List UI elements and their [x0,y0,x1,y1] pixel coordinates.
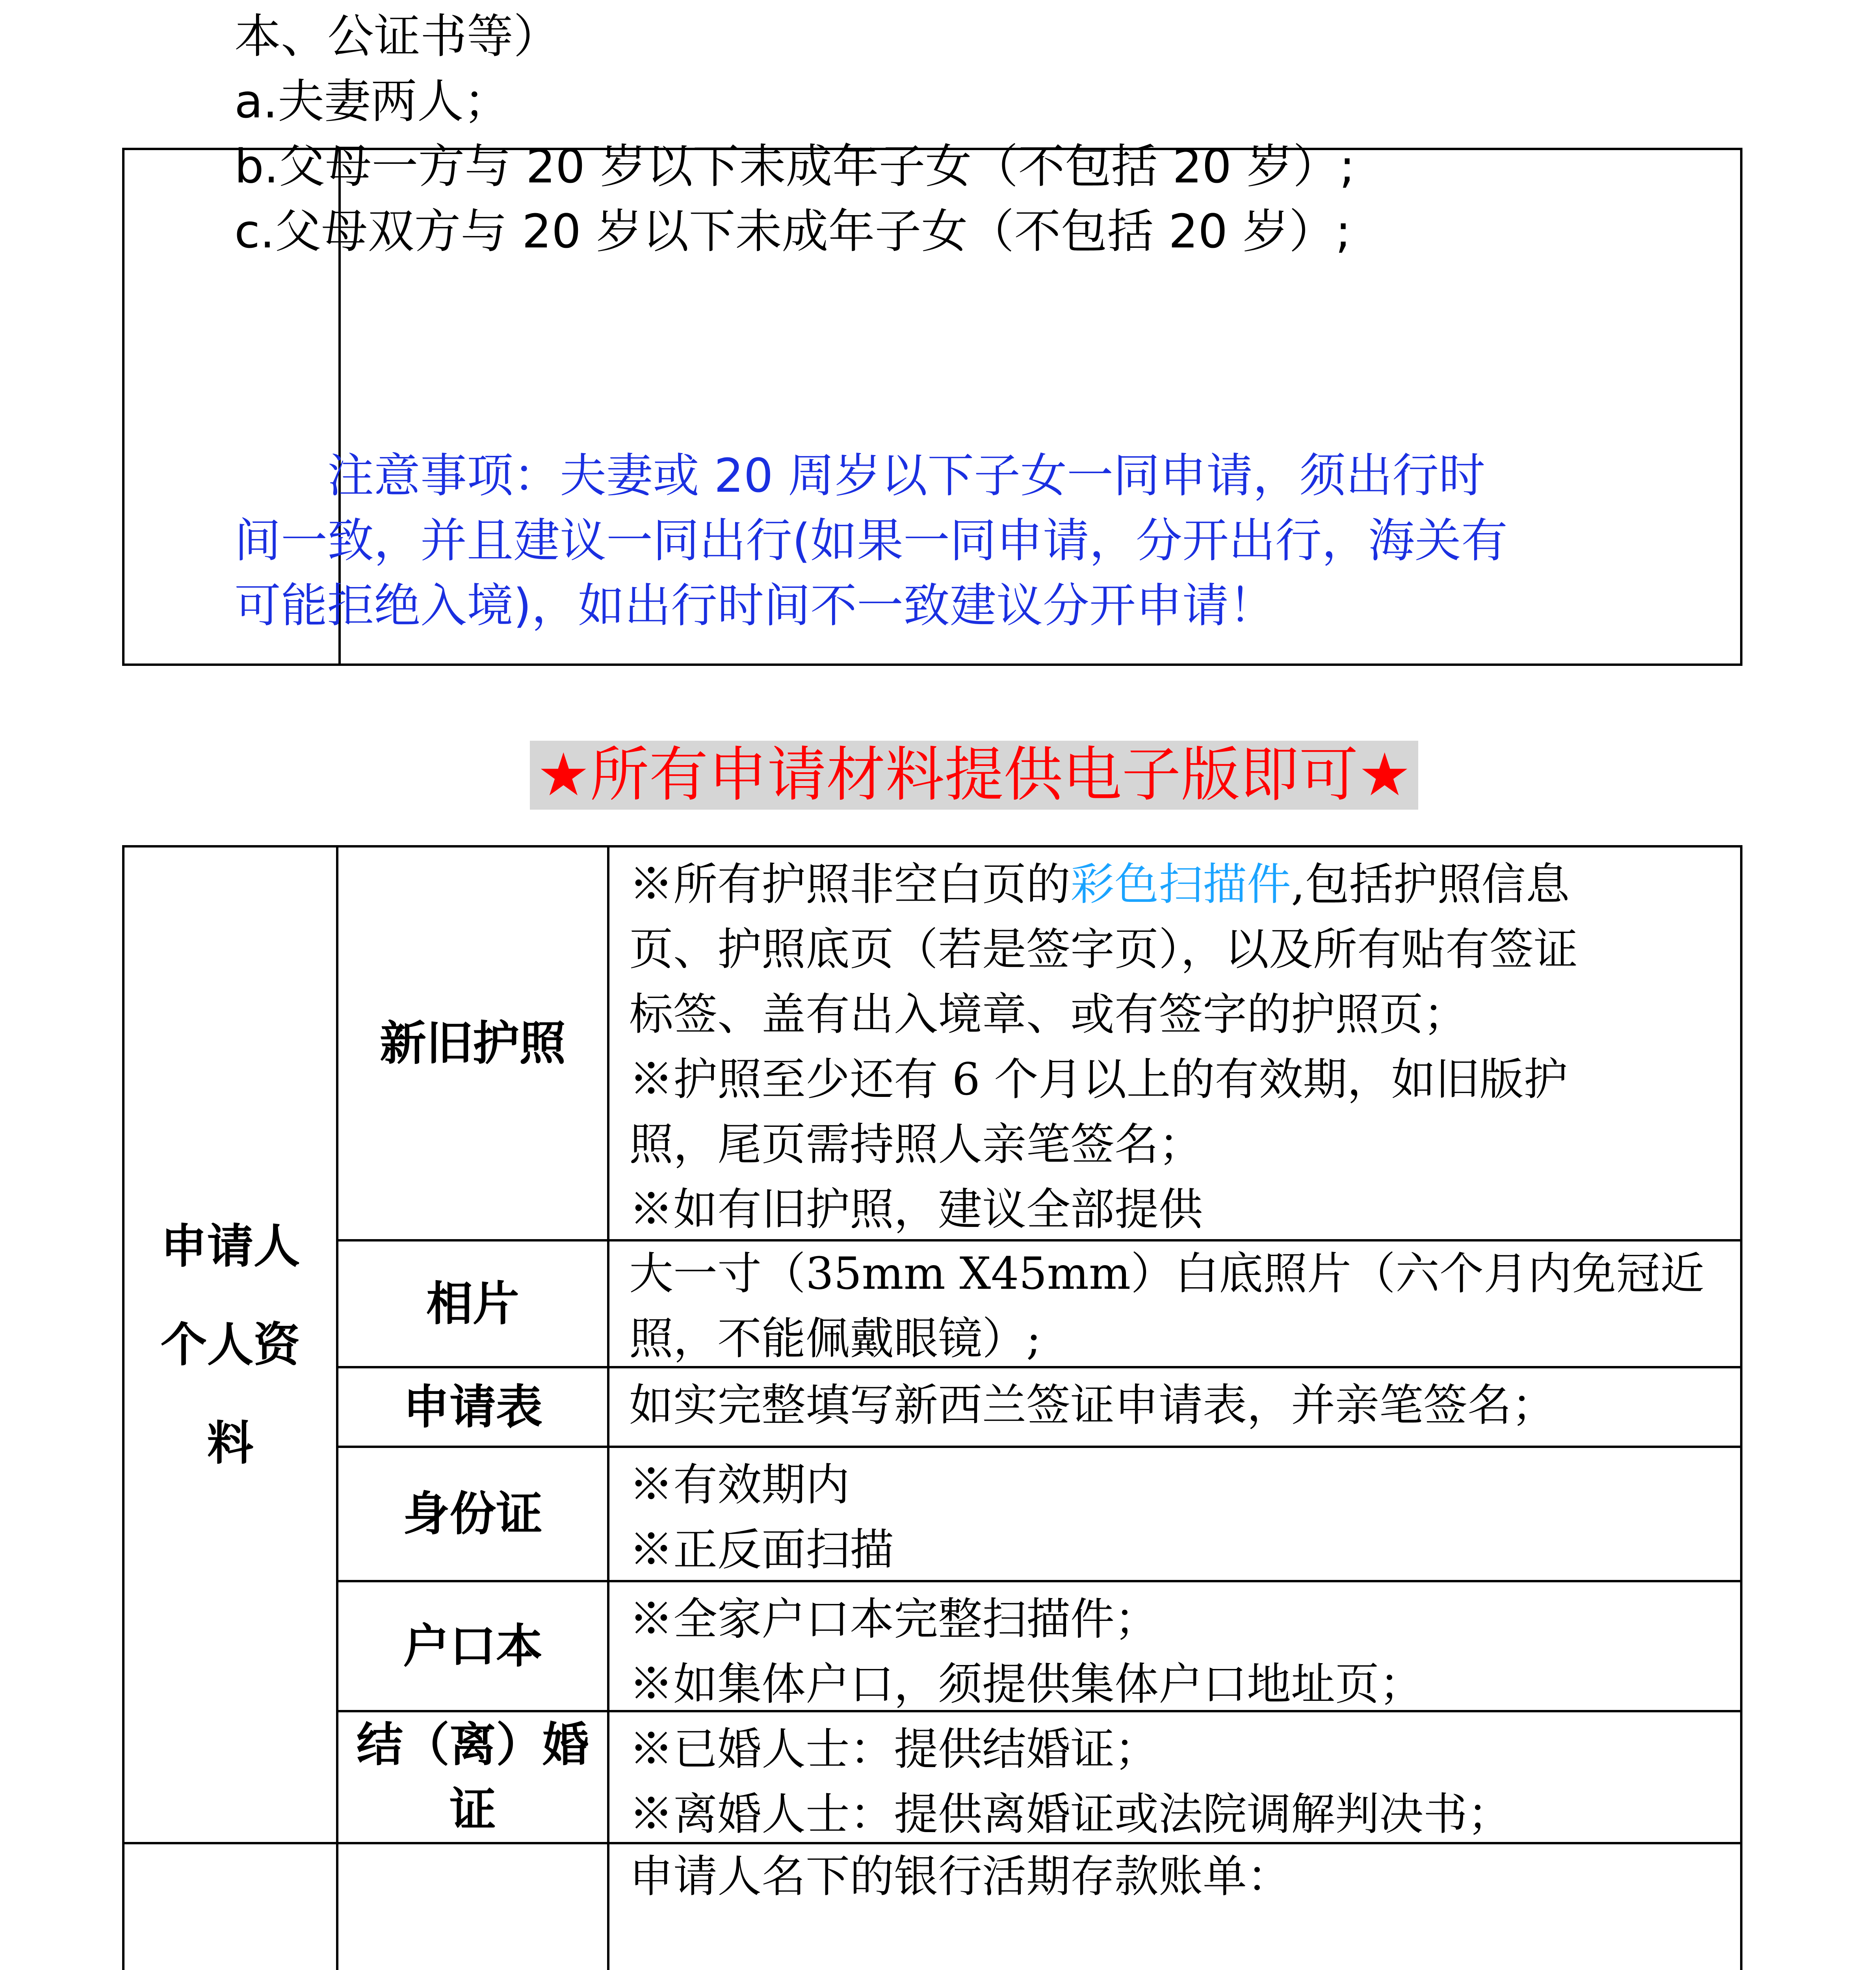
text-line: c.父母双方与 20 岁以下未成年子女（不包括 20 岁）; [234,204,1351,258]
attention-note [234,443,1508,638]
blank-line [629,1909,1740,1970]
desc-line: ※护照至少还有 6 个月以上的有效期，如旧版护 [629,1054,1568,1105]
passport-label [338,847,607,1239]
desc-line: ※全家户口本完整扫描件； [629,1594,1159,1645]
row-label: 新旧护照 [379,1016,566,1070]
household-register-requirements [609,1582,1740,1710]
text-line: a.夫妻两人； [234,74,510,128]
photo-label [338,1241,607,1366]
row-label: 相片 [426,1276,519,1331]
passport-requirements [609,847,1740,1239]
personal-docs-group-label [124,847,336,1842]
electronic-copy-banner: ★所有申请材料提供电子版即可★ [530,741,1418,810]
applicant-relations-text [234,4,1355,264]
row-label-line: 证 [449,1782,496,1837]
table-border-right [1740,845,1742,1970]
note-line: 可能拒绝入境)，如出行时间不一致建议分开申请！ [234,578,1276,633]
desc-line: ※如有旧护照，建议全部提供 [629,1184,1203,1235]
id-card-requirements [609,1448,1740,1580]
row-label-line: 结（离）婚 [356,1717,589,1772]
note-line: 注意事项：夫妻或 20 周岁以下子女一同申请，须出行时 [234,448,1486,503]
color-scan-highlight: 彩色扫描件 [1070,859,1291,910]
desc-line: ※已婚人士：提供结婚证； [629,1724,1159,1775]
desc-line: 如实完整填写新西兰签证申请表，并亲笔签名； [629,1380,1556,1431]
desc-line: ※正反面扫描 [629,1524,894,1576]
desc-line: ※如集体户口，须提供集体户口地址页； [629,1659,1423,1710]
desc-line: 大一寸（35mm X45mm）白底照片（六个月内免冠近 [629,1248,1705,1299]
group-label-line: 料 [207,1416,254,1470]
id-card-label [338,1448,607,1580]
financial-docs-group-label [124,1844,336,1970]
deposit-requirements [609,1844,1740,1970]
marriage-certificate-requirements [609,1712,1740,1842]
desc-line: 照，尾页需持照人亲笔签名； [629,1119,1203,1170]
photo-requirements [609,1241,1740,1366]
desc-prefix: ※所有护照非空白页的 [629,859,1070,910]
desc-line: ※有效期内 [629,1459,850,1511]
row-label: 身份证 [403,1487,542,1541]
note-line: 间一致，并且建议一同出行(如果一同申请，分开出行，海关有 [234,513,1508,568]
group-label-line: 申请人 [160,1219,300,1273]
desc-line: 标签、盖有出入境章、或有签字的护照页； [629,989,1467,1040]
desc-line: 照，不能佩戴眼镜）; [629,1313,1041,1364]
desc-line: ※离婚人士：提供离婚证或法院调解判决书； [629,1789,1512,1840]
application-form-requirements [609,1368,1740,1446]
application-form-label [338,1368,607,1446]
text-line: b.父母一方与 20 岁以下未成年子女（不包括 20 岁）; [234,139,1355,193]
household-register-label [338,1582,607,1710]
marriage-certificate-label [338,1712,607,1842]
desc-line [629,852,1740,917]
group-label-line: 个人资 [160,1318,300,1372]
desc-line: 页、护照底页（若是签字页），以及所有贴有签证 [629,924,1578,975]
row-label: 申请表 [403,1379,542,1434]
text-line: 本、公证书等） [234,9,560,63]
desc-suffix: ,包括护照信息 [1291,859,1570,910]
group-label-line [160,1968,300,1970]
desc-line: 申请人名下的银行活期存款账单： [629,1851,1291,1902]
deposit-label [338,1844,607,1970]
materials-table [122,845,1742,1970]
row-label: 户口本 [403,1619,542,1673]
